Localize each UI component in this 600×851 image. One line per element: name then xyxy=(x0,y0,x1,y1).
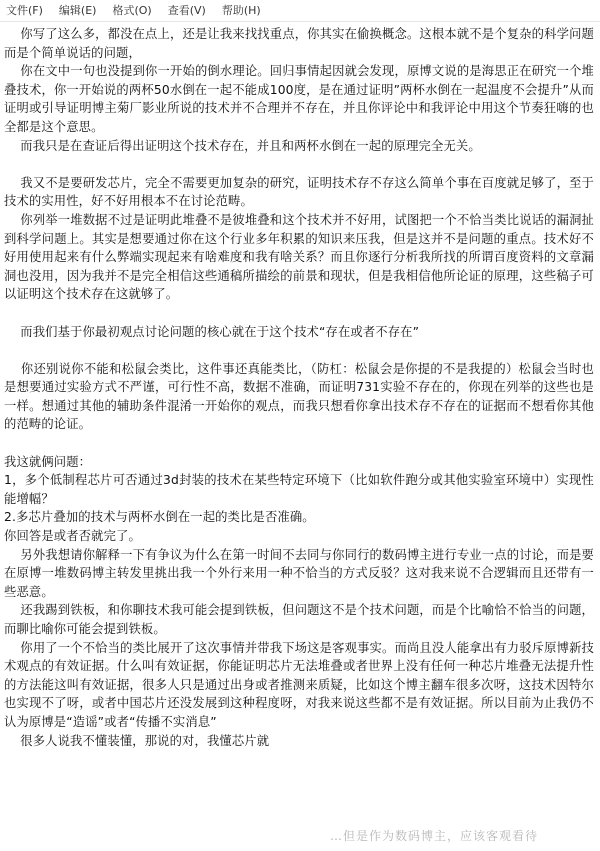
text-paragraph: 而我们基于你最初观点讨论问题的核心就在于这个技术“存在或者不存在” xyxy=(4,324,420,339)
text-paragraph: 1，多个低制程芯片可否通过3d封装的技术在某些特定环境下（比如软件跑分或其他实验室环境中）实现性能增幅？ xyxy=(4,473,594,506)
text-paragraph: 2.多芯片叠加的技术与两杯水倒在一起的类比是否准确。 xyxy=(4,510,315,525)
text-paragraph: 你在文中一句也没提到你一开始的倒水理论。回归事情起因就会发现，原博文说的是海思正在研究一个堆叠技术，你一开始说的两杯50水倒在一起不能成100度，是在通过证明”两杯水倒在一起温度不会提升”从而证明或引导证明博主菊厂影业所说的技术并不合理并不存在，并且你评论中和我评论中用这个节奏狂嗨的也全都是这个意思。 xyxy=(4,64,594,134)
menu-file[interactable]: 文件(F) xyxy=(6,3,43,17)
text-paragraph: 你用了一个不恰当的类比展开了这次事情并带我下场这是客观事实。而尚且没人能拿出有力驳斥原博新技术观点的有效证据。什么叫有效证据，你能证明芯片无法堆叠或者世界上没有任何一种芯片堆叠无法提升性的方法能这叫有效证据，很多人只是通过出身或者推测来质疑，比如这个博主翻车很多次呀，这技术因特尔也实现不了呀，或者中国芯片还没发展到这种程度呀，对我来说这些都不是有效证据。所以目前为止我仍不认为原博是“造谣”或者“传播不实消息” xyxy=(4,640,594,729)
text-paragraph: 你写了这么多，都没在点上，还是让我来找找重点，你其实在偷换概念。这根本就不是个复杂的科学问题而是个简单说话的问题， xyxy=(4,27,594,60)
watermark-text: …但是作为数码博主，应该客观看待 xyxy=(330,829,539,843)
text-paragraph: 另外我想请你解释一下有争议为什么在第一时间不去同与你同行的数码博主进行专业一点的讨论，而是要在原博一堆数码博主转发里挑出我一个外行来用一种不恰当的方式反驳？这对我来说不合逻辑而且还带有一些恶意。 xyxy=(4,547,594,599)
menu-help[interactable]: 帮助(H) xyxy=(221,3,261,17)
text-paragraph: 而我只是在查证后得出证明这个技术存在，并且和两杯水倒在一起的原理完全无关。 xyxy=(4,138,481,153)
text-paragraph xyxy=(4,434,594,453)
text-paragraph: 很多人说我不懂装懂，那说的对，我懂芯片就 xyxy=(4,733,270,748)
text-paragraph: 我这就俩问题： xyxy=(4,454,92,469)
text-paragraph: 我又不是要研发芯片，完全不需要更加复杂的研究，证明技术存不存这么简单个事在百度就足够了，至于技术的实用性，好不好用根本不在讨论范畴。 xyxy=(4,175,594,209)
text-paragraph xyxy=(4,155,594,174)
menu-edit[interactable]: 编辑(E) xyxy=(58,3,97,17)
text-paragraph: 你回答是或者否就完了。 xyxy=(4,529,141,544)
text-paragraph xyxy=(4,304,594,323)
menu-format[interactable]: 格式(O) xyxy=(112,3,152,17)
text-paragraph: 你还别说你不能和松鼠会类比，这件事还真能类比，（防杠：松鼠会是你提的不是我提的）松鼠会当时也是想要通过实验方式不严谨，可行性不高，数据不准确，而证明731实验不存在的，你现在列举的这些也是一样。想通过其他的辅助条件混淆一开始你的观点，而我只想看你拿出技术存不存在的证据而不想看你其他的范畴的论证。 xyxy=(4,361,594,432)
text-paragraph: 还我踢到铁板，和你聊技术我可能会提到铁板，但问题这不是个技术问题，而是个比喻恰不恰当的问题，而聊比喻你可能会提到铁板。 xyxy=(4,603,594,636)
menu-bar xyxy=(0,0,600,22)
menu-view[interactable]: 查看(V) xyxy=(167,3,206,17)
text-editor-area[interactable] xyxy=(0,23,600,851)
text-paragraph xyxy=(4,341,594,360)
text-paragraph: 你列举一堆数据不过是证明此堆叠不是彼堆叠和这个技术并不好用，试图把一个不恰当类比说话的漏洞扯到科学问题上。其实是想要通过你在这个行业多年积累的知识来压我，但是这并不是问题的重点。技术好不好用使用起来有什么弊端实现起来有啥难度和我有啥关系？而且你逐行分析我所找的所谓百度资料的文章漏洞也没用，因为我并不是完全相信这些通稿所描绘的前景和现状，但是我相信他所论证的原理，这些稿子可以证明这个技术存在这就够了。 xyxy=(4,212,594,302)
